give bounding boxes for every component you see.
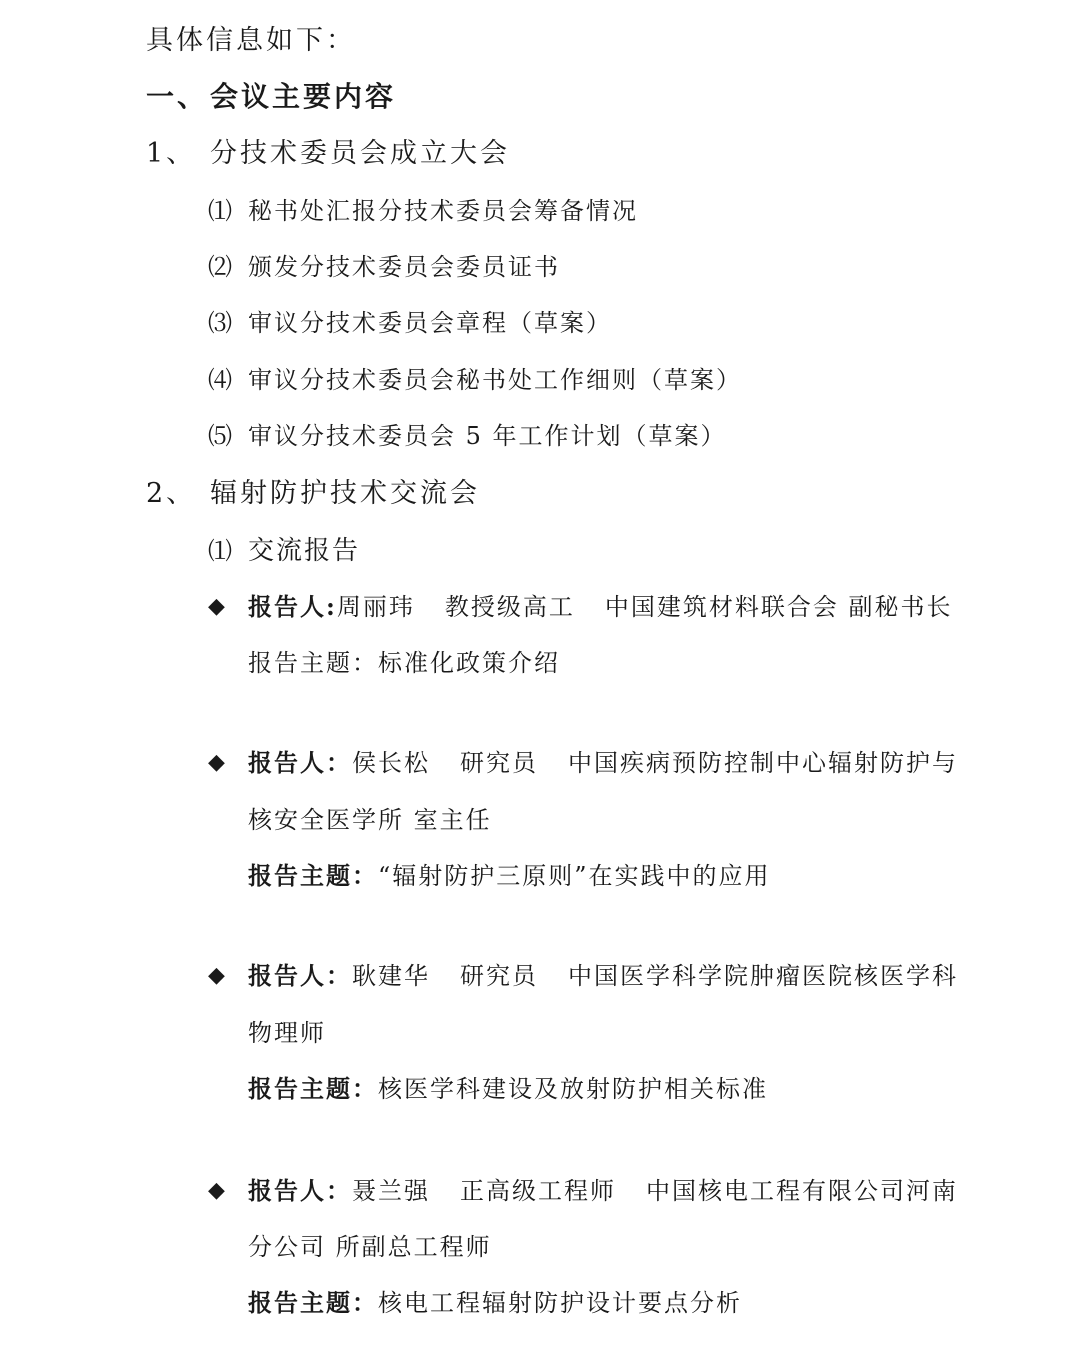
item-text: 秘书处汇报分技术委员会筹备情况 (248, 197, 638, 225)
part1-item (208, 311, 612, 335)
part1-title: 分技术委员会成立大会 (210, 138, 510, 169)
part1-item (208, 255, 560, 279)
item-text: 审议分技术委员会秘书处工作细则（草案） (248, 366, 742, 394)
report-reporter-line (248, 961, 958, 990)
section-title: 会议主要内容 (210, 80, 397, 113)
topic-text: 核医学科建设及放射防护相关标准 (378, 1075, 768, 1103)
item-number: ⑴ (208, 537, 234, 565)
section-number: 一、 (146, 80, 209, 113)
item-text: 审议分技术委员会章程（草案） (248, 309, 612, 337)
reporter-name: 聂兰强 (352, 1177, 430, 1205)
reporter-org-continued: 分公司 所副总工程师 (248, 1233, 492, 1261)
intro-text: 具体信息如下： (146, 25, 356, 56)
report-topic-line (248, 1074, 768, 1103)
topic-label: 报告主题： (248, 861, 378, 890)
item-text: 审议分技术委员会 5 年工作计划（草案） (248, 422, 727, 450)
part1-item (208, 424, 727, 448)
item-number: ⑸ (208, 422, 234, 450)
diamond-bullet-icon: ◆ (208, 963, 225, 988)
item-number: ⑶ (208, 309, 234, 337)
reporter-org-continued: 核安全医学所 室主任 (248, 806, 492, 834)
report-topic-line (248, 861, 771, 890)
topic-text: “辐射防护三原则”在实践中的应用 (378, 862, 771, 890)
report-reporter-line (248, 592, 953, 621)
reporter-org: 中国建筑材料联合会 副秘书长 (604, 593, 953, 621)
report-topic-line (248, 1288, 742, 1317)
item-text: 颁发分技术委员会委员证书 (248, 253, 560, 281)
reporter-label: 报告人： (248, 748, 352, 777)
reporter-title: 研究员 (460, 962, 538, 990)
section-heading (146, 80, 397, 113)
reporter-org: 中国疾病预防控制中心辐射防护与 (568, 749, 958, 777)
topic-label: 报告主题： (248, 1288, 378, 1317)
part1-heading (146, 140, 510, 167)
reporter-name: 耿建华 (352, 962, 430, 990)
report-reporter-line (248, 748, 958, 777)
reporter-org: 中国医学科学院肿瘤医院核医学科 (568, 962, 958, 990)
report-topic-line (248, 651, 560, 675)
reporter-title: 教授级高工 (444, 593, 575, 621)
topic-label: 报告主题： (248, 1074, 378, 1103)
part2-heading (146, 480, 480, 507)
part1-item (208, 199, 638, 223)
item-text: 交流报告 (248, 536, 361, 566)
reporter-org-continued: 物理师 (248, 1019, 326, 1047)
reporter-title: 研究员 (460, 749, 538, 777)
part1-number: 1、 (146, 138, 197, 169)
report-reporter-line (248, 1176, 958, 1205)
reporter-name: 周丽玮 (336, 593, 415, 621)
part2-title: 辐射防护技术交流会 (210, 478, 480, 509)
topic-text: 核电工程辐射防护设计要点分析 (378, 1289, 742, 1317)
part1-item (208, 368, 742, 392)
topic-text: 标准化政策介绍 (378, 649, 560, 677)
topic-label: 报告主题： (248, 649, 378, 677)
part2-subitem (208, 538, 360, 564)
diamond-bullet-icon: ◆ (208, 1178, 225, 1203)
reporter-title: 正高级工程师 (460, 1177, 616, 1205)
reporter-label: 报告人: (248, 592, 337, 621)
item-number: ⑷ (208, 366, 234, 394)
item-number: ⑵ (208, 253, 234, 281)
diamond-bullet-icon: ◆ (208, 594, 225, 619)
diamond-bullet-icon: ◆ (208, 750, 225, 775)
reporter-label: 报告人： (248, 961, 352, 990)
part2-number: 2、 (146, 478, 197, 509)
reporter-org: 中国核电工程有限公司河南 (646, 1177, 958, 1205)
reporter-name: 侯长松 (352, 749, 430, 777)
reporter-label: 报告人： (248, 1176, 352, 1205)
item-number: ⑴ (208, 197, 234, 225)
